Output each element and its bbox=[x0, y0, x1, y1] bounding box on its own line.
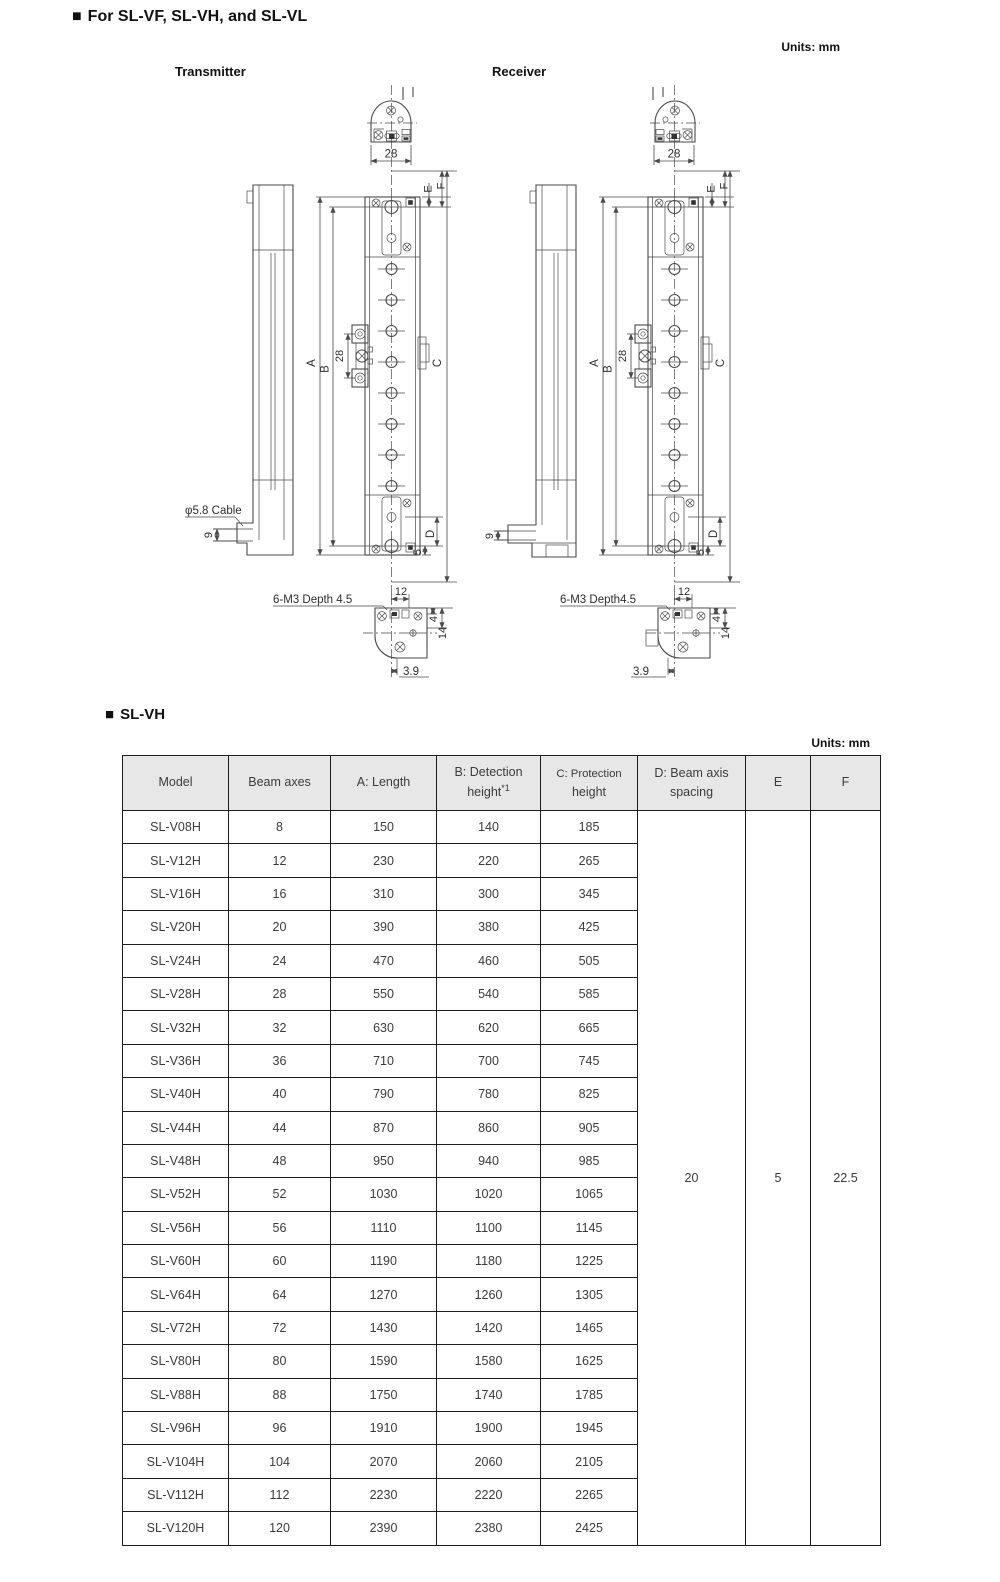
cell-f: 22.5 bbox=[811, 811, 881, 1546]
cell-protection-height: 1225 bbox=[541, 1245, 638, 1278]
cell-model: SL-V52H bbox=[123, 1178, 229, 1211]
dimension-drawings bbox=[0, 60, 1000, 710]
cell-length: 1910 bbox=[331, 1412, 437, 1445]
svg-text:5: 5 bbox=[695, 548, 707, 556]
footnote-ref: *1 bbox=[501, 783, 510, 794]
col-header-protection-height: C: Protection height bbox=[541, 756, 638, 811]
cell-beam-axes: 56 bbox=[229, 1211, 331, 1244]
svg-text:D: D bbox=[425, 529, 437, 539]
receiver-dim-e-f bbox=[690, 171, 734, 207]
cell-beam-axes: 104 bbox=[229, 1445, 331, 1478]
cell-length: 790 bbox=[331, 1078, 437, 1111]
svg-text:6-M3 Depth 4.5: 6-M3 Depth 4.5 bbox=[273, 594, 353, 606]
cell-model: SL-V104H bbox=[123, 1445, 229, 1478]
transmitter-dim-e-f bbox=[407, 171, 451, 207]
cell-detection-height: 1900 bbox=[437, 1412, 541, 1445]
cell-length: 870 bbox=[331, 1111, 437, 1144]
cell-protection-height: 2265 bbox=[541, 1478, 638, 1511]
cell-protection-height: 1625 bbox=[541, 1345, 638, 1378]
svg-text:4: 4 bbox=[428, 615, 440, 623]
svg-text:12: 12 bbox=[677, 586, 691, 598]
transmitter-top-view bbox=[371, 101, 411, 142]
cell-beam-axis-spacing: 20 bbox=[638, 811, 746, 1546]
receiver-label: Receiver bbox=[492, 64, 547, 79]
transmitter-dim-a bbox=[306, 197, 365, 555]
cell-protection-height: 425 bbox=[541, 911, 638, 944]
cell-beam-axes: 24 bbox=[229, 944, 331, 977]
cell-model: SL-V96H bbox=[123, 1412, 229, 1445]
cell-e: 5 bbox=[746, 811, 811, 1546]
cell-protection-height: 2105 bbox=[541, 1445, 638, 1478]
cell-detection-height: 2060 bbox=[437, 1445, 541, 1478]
col-header-e: E bbox=[746, 756, 811, 811]
cell-model: SL-V28H bbox=[123, 977, 229, 1010]
cell-detection-height: 460 bbox=[437, 944, 541, 977]
svg-text:A: A bbox=[306, 359, 318, 367]
cell-beam-axes: 64 bbox=[229, 1278, 331, 1311]
cell-model: SL-V44H bbox=[123, 1111, 229, 1144]
cell-length: 1110 bbox=[331, 1211, 437, 1244]
cell-protection-height: 1065 bbox=[541, 1178, 638, 1211]
cell-beam-axes: 16 bbox=[229, 877, 331, 910]
cell-beam-axes: 48 bbox=[229, 1144, 331, 1177]
cell-protection-height: 985 bbox=[541, 1144, 638, 1177]
cell-beam-axes: 44 bbox=[229, 1111, 331, 1144]
cell-model: SL-V12H bbox=[123, 844, 229, 877]
svg-text:C: C bbox=[432, 358, 444, 368]
cell-model: SL-V36H bbox=[123, 1044, 229, 1077]
transmitter-dim-five bbox=[412, 546, 425, 555]
cell-model: SL-V48H bbox=[123, 1144, 229, 1177]
cell-model: SL-V88H bbox=[123, 1378, 229, 1411]
cell-length: 310 bbox=[331, 877, 437, 910]
svg-text:B: B bbox=[602, 365, 615, 373]
svg-text:F: F bbox=[435, 182, 448, 190]
cell-beam-axes: 120 bbox=[229, 1512, 331, 1545]
cell-length: 1750 bbox=[331, 1378, 437, 1411]
cell-protection-height: 745 bbox=[541, 1044, 638, 1077]
col-header-beam-axis-spacing: D: Beam axis spacing bbox=[638, 756, 746, 811]
cell-detection-height: 1260 bbox=[437, 1278, 541, 1311]
transmitter-dim-nine bbox=[203, 529, 217, 541]
section-marker: ■ bbox=[105, 706, 115, 723]
cell-protection-height: 585 bbox=[541, 977, 638, 1010]
cell-beam-axes: 12 bbox=[229, 844, 331, 877]
svg-text:28: 28 bbox=[334, 349, 346, 363]
cell-model: SL-V64H bbox=[123, 1278, 229, 1311]
cell-detection-height: 1020 bbox=[437, 1178, 541, 1211]
col-header-length: A: Length bbox=[331, 756, 437, 811]
cell-model: SL-V60H bbox=[123, 1245, 229, 1278]
cell-length: 2070 bbox=[331, 1445, 437, 1478]
cell-model: SL-V72H bbox=[123, 1311, 229, 1344]
svg-text:C: C bbox=[715, 358, 727, 368]
receiver-top-view bbox=[655, 101, 695, 142]
cell-length: 1030 bbox=[331, 1178, 437, 1211]
cell-model: SL-V20H bbox=[123, 911, 229, 944]
receiver-dim-three-nine bbox=[631, 658, 675, 678]
cell-detection-height: 860 bbox=[437, 1111, 541, 1144]
cell-model: SL-V08H bbox=[123, 811, 229, 844]
table-body bbox=[123, 811, 881, 1546]
section-title-slvh bbox=[105, 706, 165, 723]
receiver-dim-twelve bbox=[675, 586, 693, 608]
transmitter-dim-three-nine bbox=[392, 658, 430, 678]
receiver-cable-stub bbox=[653, 87, 663, 100]
cell-length: 1190 bbox=[331, 1245, 437, 1278]
cell-length: 150 bbox=[331, 811, 437, 844]
cell-protection-height: 1145 bbox=[541, 1211, 638, 1244]
transmitter-cable-callout bbox=[185, 505, 243, 526]
cell-length: 1430 bbox=[331, 1311, 437, 1344]
svg-text:14: 14 bbox=[720, 626, 732, 640]
cell-protection-height: 1465 bbox=[541, 1311, 638, 1344]
cell-length: 550 bbox=[331, 977, 437, 1010]
cell-beam-axes: 8 bbox=[229, 811, 331, 844]
svg-text:F: F bbox=[718, 182, 731, 190]
cell-length: 2390 bbox=[331, 1512, 437, 1545]
cell-protection-height: 1785 bbox=[541, 1378, 638, 1411]
cell-detection-height: 620 bbox=[437, 1011, 541, 1044]
svg-text:12: 12 bbox=[394, 586, 408, 598]
cell-beam-axes: 96 bbox=[229, 1412, 331, 1445]
cell-protection-height: 345 bbox=[541, 877, 638, 910]
transmitter-front-view bbox=[365, 189, 429, 601]
svg-text:9: 9 bbox=[484, 532, 496, 540]
cell-beam-axes: 20 bbox=[229, 911, 331, 944]
svg-text:6-M3 Depth4.5: 6-M3 Depth4.5 bbox=[560, 594, 637, 606]
section-title-text: SL-VH bbox=[120, 706, 166, 723]
col-header-f: F bbox=[811, 756, 881, 811]
transmitter-label: Transmitter bbox=[175, 64, 246, 79]
cell-length: 1270 bbox=[331, 1278, 437, 1311]
cell-protection-height: 1305 bbox=[541, 1278, 638, 1311]
cell-model: SL-V16H bbox=[123, 877, 229, 910]
cell-detection-height: 2220 bbox=[437, 1478, 541, 1511]
cell-protection-height: 185 bbox=[541, 811, 638, 844]
cell-protection-height: 265 bbox=[541, 844, 638, 877]
transmitter-dim-four-fourteen bbox=[427, 608, 453, 639]
cell-length: 390 bbox=[331, 911, 437, 944]
cell-length: 470 bbox=[331, 944, 437, 977]
transmitter-drawing bbox=[185, 85, 457, 678]
transmitter-side-view bbox=[213, 185, 293, 555]
cell-beam-axes: 112 bbox=[229, 1478, 331, 1511]
cell-model: SL-V24H bbox=[123, 944, 229, 977]
section-title-dimensions bbox=[72, 8, 307, 26]
cell-length: 2230 bbox=[331, 1478, 437, 1511]
section-title-text: For SL-VF, SL-VH, and SL-VL bbox=[87, 8, 308, 25]
cell-protection-height: 825 bbox=[541, 1078, 638, 1111]
cable-label: φ5.8 Cable bbox=[185, 505, 242, 517]
cell-model: SL-V80H bbox=[123, 1345, 229, 1378]
transmitter-dim-c bbox=[432, 171, 447, 582]
section-marker: ■ bbox=[72, 8, 82, 25]
receiver-front-view bbox=[648, 189, 712, 601]
cell-beam-axes: 60 bbox=[229, 1245, 331, 1278]
svg-text:5: 5 bbox=[412, 548, 424, 556]
cell-protection-height: 665 bbox=[541, 1011, 638, 1044]
transmitter-dim-twelve bbox=[392, 586, 410, 608]
cell-protection-height: 2425 bbox=[541, 1512, 638, 1545]
cell-detection-height: 700 bbox=[437, 1044, 541, 1077]
svg-text:14: 14 bbox=[437, 626, 449, 640]
table-row bbox=[123, 811, 881, 844]
cell-protection-height: 505 bbox=[541, 944, 638, 977]
cell-detection-height: 1180 bbox=[437, 1245, 541, 1278]
cell-model: SL-V112H bbox=[123, 1478, 229, 1511]
dimension-table bbox=[122, 755, 881, 1546]
cell-detection-height: 780 bbox=[437, 1078, 541, 1111]
cell-detection-height: 220 bbox=[437, 844, 541, 877]
cell-length: 1590 bbox=[331, 1345, 437, 1378]
receiver-dim-c bbox=[715, 171, 730, 582]
svg-text:B: B bbox=[319, 365, 332, 373]
receiver-side-view bbox=[494, 185, 576, 557]
svg-text:A: A bbox=[589, 359, 601, 367]
cell-length: 950 bbox=[331, 1144, 437, 1177]
transmitter-cable-stub bbox=[403, 87, 413, 100]
cell-beam-axes: 36 bbox=[229, 1044, 331, 1077]
cell-beam-axes: 80 bbox=[229, 1345, 331, 1378]
cell-detection-height: 1740 bbox=[437, 1378, 541, 1411]
svg-text:E: E bbox=[422, 185, 435, 193]
receiver-dim-nine bbox=[484, 531, 498, 540]
cell-detection-height: 1420 bbox=[437, 1311, 541, 1344]
receiver-drawing bbox=[484, 85, 740, 678]
cell-beam-axes: 40 bbox=[229, 1078, 331, 1111]
cell-beam-axes: 88 bbox=[229, 1378, 331, 1411]
svg-text:4: 4 bbox=[711, 615, 723, 623]
units-label-table: Units: mm bbox=[811, 736, 870, 750]
svg-text:E: E bbox=[705, 185, 718, 193]
col-header-detection-height: B: Detection height$^{*1}$ bbox=[437, 756, 541, 811]
svg-text:3.9: 3.9 bbox=[403, 666, 419, 678]
cell-protection-height: 905 bbox=[541, 1111, 638, 1144]
cell-detection-height: 540 bbox=[437, 977, 541, 1010]
receiver-dim-four-fourteen bbox=[710, 608, 736, 639]
svg-text:9: 9 bbox=[203, 531, 215, 539]
cell-detection-height: 140 bbox=[437, 811, 541, 844]
cell-protection-height: 1945 bbox=[541, 1412, 638, 1445]
cell-beam-axes: 28 bbox=[229, 977, 331, 1010]
cell-detection-height: 1100 bbox=[437, 1211, 541, 1244]
receiver-thread-callout bbox=[560, 594, 670, 610]
transmitter-dim-top-width bbox=[371, 145, 411, 165]
cell-detection-height: 300 bbox=[437, 877, 541, 910]
cell-length: 630 bbox=[331, 1011, 437, 1044]
cell-model: SL-V32H bbox=[123, 1011, 229, 1044]
svg-text:28: 28 bbox=[617, 349, 629, 363]
units-label-top: Units: mm bbox=[781, 40, 840, 54]
cell-beam-axes: 32 bbox=[229, 1011, 331, 1044]
cell-beam-axes: 72 bbox=[229, 1311, 331, 1344]
col-header-model: Model bbox=[123, 756, 229, 811]
cell-model: SL-V40H bbox=[123, 1078, 229, 1111]
cell-detection-height: 1580 bbox=[437, 1345, 541, 1378]
cell-detection-height: 380 bbox=[437, 911, 541, 944]
col-header-beam-axes: Beam axes bbox=[229, 756, 331, 811]
cell-model: SL-V56H bbox=[123, 1211, 229, 1244]
receiver-dim-a bbox=[589, 197, 648, 555]
svg-text:3.9: 3.9 bbox=[633, 666, 649, 678]
cell-length: 710 bbox=[331, 1044, 437, 1077]
cell-beam-axes: 52 bbox=[229, 1178, 331, 1211]
svg-text:D: D bbox=[708, 529, 720, 539]
receiver-dim-top-width bbox=[654, 145, 694, 165]
cell-length: 230 bbox=[331, 844, 437, 877]
svg-text:28: 28 bbox=[667, 148, 681, 161]
cell-detection-height: 2380 bbox=[437, 1512, 541, 1545]
table-header-row bbox=[123, 756, 881, 811]
receiver-dim-five bbox=[695, 546, 708, 555]
cell-detection-height: 940 bbox=[437, 1144, 541, 1177]
transmitter-thread-callout bbox=[273, 594, 387, 610]
svg-text:28: 28 bbox=[384, 148, 398, 161]
cell-model: SL-V120H bbox=[123, 1512, 229, 1545]
